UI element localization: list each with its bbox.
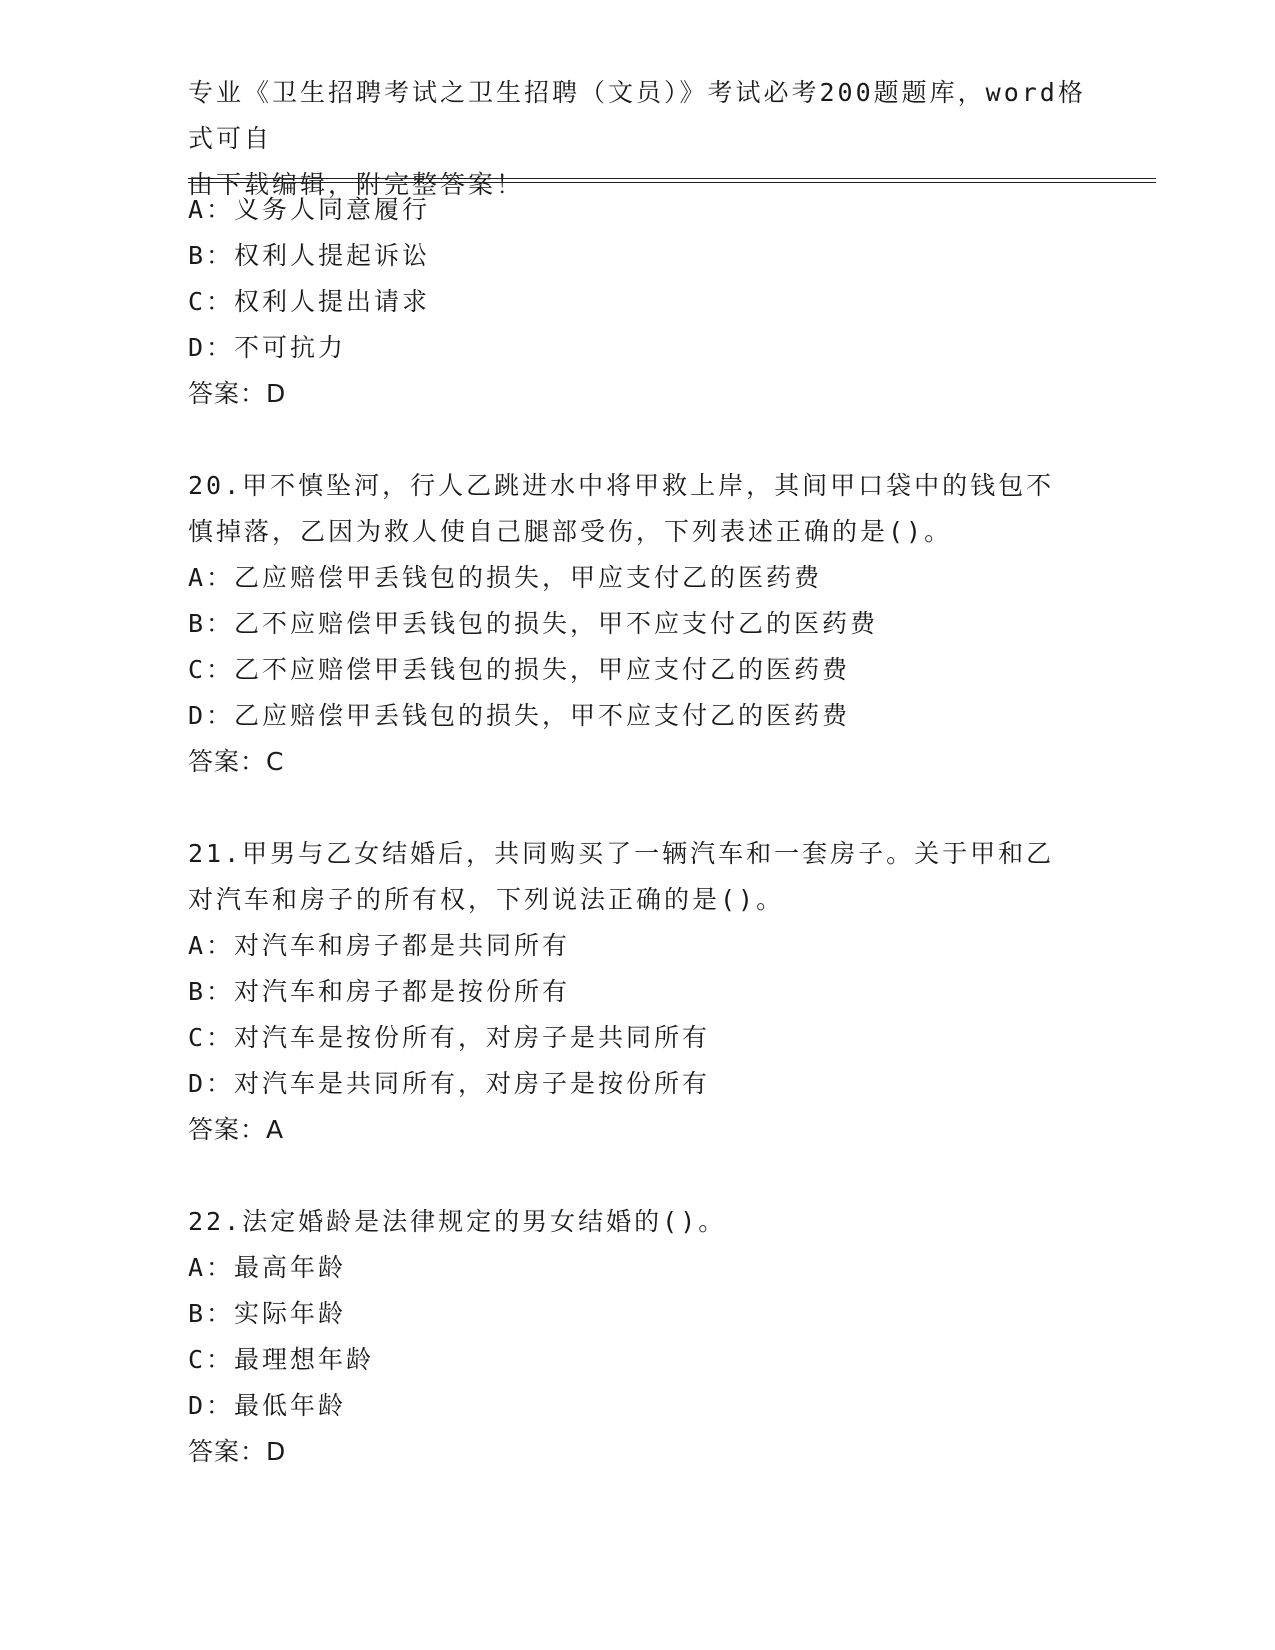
option-c: C：权利人提出请求 <box>188 287 431 316</box>
option-c: C：乙不应赔偿甲丢钱包的损失，甲应支付乙的医药费 <box>188 655 851 684</box>
option-a: A：义务人同意履行 <box>188 195 431 224</box>
question-text: 22.法定婚龄是法律规定的男女结婚的()。 <box>188 1207 727 1236</box>
option-b: B：实际年龄 <box>188 1299 347 1328</box>
option-c: C：最理想年龄 <box>188 1345 375 1374</box>
answer: 答案：D <box>188 1437 287 1466</box>
option-d: D：乙应赔偿甲丢钱包的损失，甲不应支付乙的医药费 <box>188 701 851 730</box>
option-a: A：对汽车和房子都是共同所有 <box>188 931 571 960</box>
question-20 <box>188 463 1088 785</box>
spacer <box>188 785 1088 831</box>
option-d: D：最低年龄 <box>188 1391 347 1420</box>
option-b: B：权利人提起诉讼 <box>188 241 431 270</box>
answer: 答案：C <box>188 747 285 776</box>
question-list <box>188 187 1088 1475</box>
question-text: 21.甲男与乙女结婚后，共同购买了一辆汽车和一套房子。关于甲和乙 对汽车和房子的所有权，下列说法正确的是()。 <box>188 839 1055 914</box>
header-divider <box>188 178 1156 183</box>
option-c: C：对汽车是按份所有，对房子是共同所有 <box>188 1023 711 1052</box>
option-d: D：对汽车是共同所有，对房子是按份所有 <box>188 1069 711 1098</box>
option-a: A：最高年龄 <box>188 1253 347 1282</box>
question-22 <box>188 1199 1088 1475</box>
answer: 答案：A <box>188 1115 285 1144</box>
question-19-continued <box>188 187 1088 417</box>
question-text: 20.甲不慎坠河，行人乙跳进水中将甲救上岸，其间甲口袋中的钱包不 慎掉落，乙因为救人使自己腿部受伤，下列表述正确的是()。 <box>188 471 1055 546</box>
document-header: 专业《卫生招聘考试之卫生招聘（文员）》考试必考200题题库，word格式可自 由下载编辑，附完整答案！ <box>188 78 1086 199</box>
option-b: B：对汽车和房子都是按份所有 <box>188 977 571 1006</box>
option-b: B：乙不应赔偿甲丢钱包的损失，甲不应支付乙的医药费 <box>188 609 879 638</box>
spacer <box>188 1153 1088 1199</box>
answer: 答案：D <box>188 379 287 408</box>
spacer <box>188 417 1088 463</box>
option-a: A：乙应赔偿甲丢钱包的损失，甲应支付乙的医药费 <box>188 563 823 592</box>
question-21 <box>188 831 1088 1153</box>
option-d: D：不可抗力 <box>188 333 347 362</box>
